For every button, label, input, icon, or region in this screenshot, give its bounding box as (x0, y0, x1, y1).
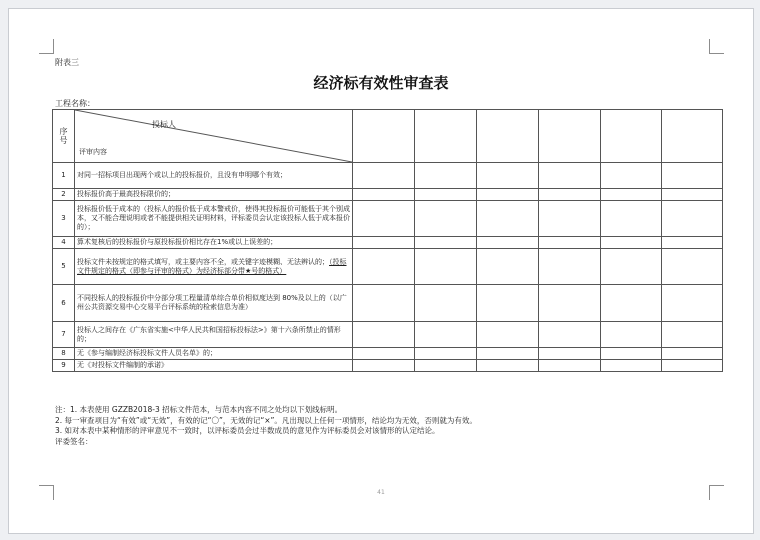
bidder-header-label: 投标人 (152, 120, 176, 129)
review-table (52, 109, 723, 372)
criterion-text (75, 201, 353, 237)
result-cell[interactable] (539, 348, 601, 360)
result-cell[interactable] (601, 249, 662, 285)
result-cell[interactable] (353, 360, 415, 372)
result-cell[interactable] (539, 237, 601, 249)
note-line: 3. 如对本表中某种情形的评审意见不一致时，以评标委员会过半数成员的意见作为评标委员会对该情形的认定结论。 (55, 426, 440, 435)
bidder-column-header[interactable] (662, 110, 723, 163)
result-cell[interactable] (601, 360, 662, 372)
page-number: 41 (377, 489, 385, 496)
row-number: 8 (53, 348, 75, 360)
result-cell[interactable] (601, 237, 662, 249)
row-number: 1 (53, 163, 75, 189)
result-cell[interactable] (353, 163, 415, 189)
result-cell[interactable] (353, 189, 415, 201)
row-number: 5 (53, 249, 75, 285)
result-cell[interactable] (353, 348, 415, 360)
row-number: 2 (53, 189, 75, 201)
result-cell[interactable] (415, 249, 477, 285)
note-line: 2. 每一审查项目为“有效”或“无效”，有效的记“〇”，无效的记“×”。凡出现以上任何一项情形，结论均为无效，否则就为有效。 (55, 415, 477, 425)
criterion-main-text: 对同一招标项目出现两个或以上的投标报价，且没有申明哪个有效； (77, 171, 287, 179)
result-cell[interactable] (539, 249, 601, 285)
result-cell[interactable] (662, 163, 723, 189)
criterion-underlined-text: （投标文件规定的格式（即参与评审的格式）为经济标部分带★号的格式） (77, 257, 347, 275)
result-cell[interactable] (662, 285, 723, 322)
table-row (53, 348, 723, 360)
result-cell[interactable] (415, 237, 477, 249)
result-cell[interactable] (477, 348, 539, 360)
result-cell[interactable] (539, 189, 601, 201)
criterion-text (75, 189, 353, 201)
result-cell[interactable] (353, 285, 415, 322)
result-cell[interactable] (477, 237, 539, 249)
signature-label: 评委签名： (55, 436, 93, 446)
page-title: 经济标有效性审查表 (313, 74, 449, 92)
criterion-main-text: 投标报价低于成本的（投标人的报价低于成本警戒价，使得其投标报价可能低于其个别成本，又不能合理说明或者不能提供相关证明材料，评标委员会认定该投标人低于成本报价的）； (77, 205, 350, 231)
result-cell[interactable] (662, 201, 723, 237)
result-cell[interactable] (601, 201, 662, 237)
result-cell[interactable] (415, 285, 477, 322)
table-header-row (53, 110, 723, 163)
bidder-column-header[interactable] (601, 110, 662, 163)
result-cell[interactable] (415, 163, 477, 189)
result-cell[interactable] (539, 285, 601, 322)
document-page (8, 8, 754, 534)
criterion-main-text: 投标文件未按规定的格式填写，或主要内容不全，或关键字迹模糊、无法辨认的； (77, 257, 329, 266)
result-cell[interactable] (539, 163, 601, 189)
result-cell[interactable] (415, 348, 477, 360)
criterion-main-text: 投标人之间存在《广东省实施<中华人民共和国招标投标法>》第十六条所禁止的情形的； (77, 325, 341, 343)
result-cell[interactable] (539, 201, 601, 237)
criterion-main-text: 投标报价高于最高投标限价的； (77, 190, 175, 198)
result-cell[interactable] (601, 285, 662, 322)
result-cell[interactable] (477, 322, 539, 348)
criterion-text (75, 237, 353, 249)
crop-mark-top-left (39, 39, 54, 54)
result-cell[interactable] (415, 360, 477, 372)
bidder-column-header[interactable] (353, 110, 415, 163)
result-cell[interactable] (353, 249, 415, 285)
result-cell[interactable] (601, 348, 662, 360)
notes-block (55, 405, 715, 447)
table-row (53, 360, 723, 372)
result-cell[interactable] (539, 360, 601, 372)
bidder-column-header[interactable] (477, 110, 539, 163)
result-cell[interactable] (662, 189, 723, 201)
row-number: 3 (53, 201, 75, 237)
result-cell[interactable] (662, 237, 723, 249)
result-cell[interactable] (415, 189, 477, 201)
result-cell[interactable] (477, 201, 539, 237)
result-cell[interactable] (601, 189, 662, 201)
row-number: 4 (53, 237, 75, 249)
criterion-text (75, 348, 353, 360)
criterion-text (75, 163, 353, 189)
criterion-main-text: 不同投标人的投标报价中分部分项工程量清单综合单价相似度达到 80%及以上的（以广州公共资源交易中心交易平台评标系统的检索信息为准） (77, 294, 347, 311)
diagonal-line (75, 110, 352, 162)
table-row (53, 322, 723, 348)
appendix-label: 附表三 (55, 58, 79, 67)
table-row (53, 285, 723, 322)
project-name-label: 工程名称： (55, 99, 95, 108)
result-cell[interactable] (662, 348, 723, 360)
criterion-text (75, 285, 353, 322)
table-row (53, 201, 723, 237)
note-line: 注：1. 本表使用 GZZB2018-3 招标文件范本，与范本内容不同之处均以下划线标明。 (55, 405, 343, 414)
result-cell[interactable] (539, 322, 601, 348)
criterion-main-text: 无《参与编制经济标投标文件人员名单》的； (77, 349, 217, 357)
row-number: 7 (53, 322, 75, 348)
criterion-text (75, 249, 353, 285)
serial-header-line: 序 (59, 127, 68, 136)
table-row (53, 237, 723, 249)
result-cell[interactable] (477, 285, 539, 322)
crop-mark-top-right (709, 39, 724, 54)
result-cell[interactable] (353, 201, 415, 237)
result-cell[interactable] (415, 201, 477, 237)
table-row (53, 163, 723, 189)
content-header-label: 评审内容 (79, 148, 107, 156)
result-cell[interactable] (353, 322, 415, 348)
bidder-column-header[interactable] (415, 110, 477, 163)
serial-header-line: 号 (59, 136, 68, 145)
result-cell[interactable] (415, 322, 477, 348)
criterion-text (75, 360, 353, 372)
result-cell[interactable] (353, 237, 415, 249)
criterion-main-text: 算术复核后的投标报价与原投标报价相比存在1%或以上误差的； (77, 238, 278, 246)
result-cell[interactable] (477, 189, 539, 201)
row-number: 6 (53, 285, 75, 322)
table-row (53, 249, 723, 285)
row-number: 9 (53, 360, 75, 372)
result-cell[interactable] (601, 163, 662, 189)
result-cell[interactable] (662, 249, 723, 285)
result-cell[interactable] (477, 360, 539, 372)
result-cell[interactable] (601, 322, 662, 348)
result-cell[interactable] (477, 249, 539, 285)
result-cell[interactable] (662, 322, 723, 348)
result-cell[interactable] (477, 163, 539, 189)
criterion-main-text: 无《对投标文件编制的承诺》 (77, 361, 168, 369)
result-cell[interactable] (662, 360, 723, 372)
serial-header (53, 110, 75, 163)
diagonal-header-cell (75, 110, 353, 163)
criterion-text (75, 322, 353, 348)
bidder-column-header[interactable] (539, 110, 601, 163)
table-row (53, 189, 723, 201)
